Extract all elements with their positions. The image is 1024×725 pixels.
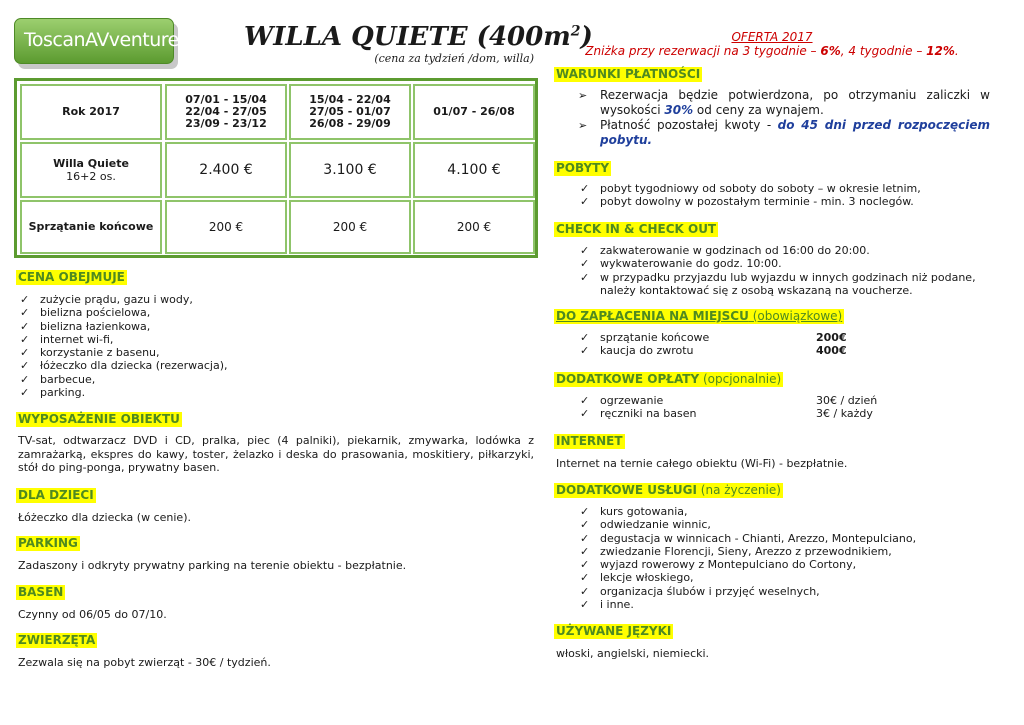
row-label-cleaning: Sprzątanie końcowe bbox=[20, 200, 162, 254]
list-item: ✓ pobyt dowolny w pozostałym terminie - min. 3 noclegów. bbox=[578, 195, 990, 208]
list-item: ✓ ogrzewanie 30€ / dzień bbox=[578, 394, 990, 407]
list-item: ✓ pobyt tygodniowy od soboty do soboty – w okresie letnim, bbox=[578, 182, 990, 195]
cena-list bbox=[18, 293, 518, 399]
uslugi-list bbox=[578, 505, 990, 611]
list-item: ✓ degustacja w winnicach - Chianti, Arezzo, Montepulciano, bbox=[578, 532, 990, 545]
price-cell: 2.400 € bbox=[165, 142, 287, 198]
price-cell: 200 € bbox=[165, 200, 287, 254]
logo bbox=[14, 18, 184, 72]
price-cell: 3.100 € bbox=[289, 142, 411, 198]
list-item: ✓ łóżeczko dla dziecka (rezerwacja), bbox=[18, 359, 518, 372]
section-title-check: CHECK IN & CHECK OUT bbox=[556, 222, 717, 236]
list-item: ✓ kaucja do zwrotu 400€ bbox=[578, 344, 990, 357]
check-list bbox=[578, 244, 990, 297]
parking-text: Zadaszony i odkryty prywatny parking na terenie obiektu - bezpłatnie. bbox=[18, 559, 407, 572]
list-item: ➢ Rezerwacja będzie potwierdzona, po otrzymaniu zaliczki w wysokości 30% od ceny za wynajem. bbox=[578, 88, 990, 118]
list-item: ✓ zakwaterowanie w godzinach od 16:00 do 20:00. bbox=[578, 244, 990, 257]
section-title-basen: BASEN bbox=[18, 585, 64, 599]
list-item: ✓ zwiedzanie Florencji, Sieny, Arezzo z przewodnikiem, bbox=[578, 545, 990, 558]
section-title-zaplacenia: DO ZAPŁACENIA NA MIEJSCU (obowiązkowe) bbox=[556, 309, 843, 323]
section-title-zwierzeta: ZWIERZĘTA bbox=[18, 633, 96, 647]
section-title-uslugi: DODATKOWE USŁUGI (na życzenie) bbox=[556, 483, 781, 497]
list-item: ✓ w przypadku przyjazdu lub wyjazdu w innych godzinach niż podane, należy kontaktować się z osobą wskazaną na voucherze. bbox=[578, 271, 990, 298]
period-cell: 15/04 - 22/04 27/05 - 01/07 26/08 - 29/09 bbox=[289, 84, 411, 140]
list-item: ✓ wyjazd rowerowy z Montepulciano do Cortony, bbox=[578, 558, 990, 571]
section-title-parking: PARKING bbox=[18, 536, 78, 550]
basen-text: Czynny od 06/05 do 07/10. bbox=[18, 608, 167, 621]
price-cell: 200 € bbox=[289, 200, 411, 254]
list-item: ✓ korzystanie z basenu, bbox=[18, 346, 518, 359]
list-item: ✓ zużycie prądu, gazu i wody, bbox=[18, 293, 518, 306]
dzieci-text: Łóżeczko dla dziecka (w cenie). bbox=[18, 511, 191, 524]
list-item: ✓ wykwaterowanie do godz. 10:00. bbox=[578, 257, 990, 270]
list-item: ✓ i inne. bbox=[578, 598, 990, 611]
warunki-list bbox=[578, 88, 990, 148]
list-item: ✓ barbecue, bbox=[18, 373, 518, 386]
list-item: ✓ odwiedzanie winnic, bbox=[578, 518, 990, 531]
list-item: ✓ ręczniki na basen 3€ / każdy bbox=[578, 407, 990, 420]
logo-text: ToscanAVventure bbox=[24, 29, 179, 51]
list-item: ✓ organizacja ślubów i przyjęć weselnych, bbox=[578, 585, 990, 598]
page-title: WILLA QUIETE $(400m^2)$ bbox=[244, 22, 593, 52]
section-title-internet: INTERNET bbox=[556, 434, 623, 448]
price-table bbox=[14, 78, 538, 258]
zaplacenia-list bbox=[578, 331, 990, 358]
section-title-oplaty: DODATKOWE OPŁATY (opcjonalnie) bbox=[556, 372, 782, 386]
section-title-pobyty: POBYTY bbox=[556, 161, 610, 175]
list-item: ✓ internet wi-fi, bbox=[18, 333, 518, 346]
oplaty-list bbox=[578, 394, 990, 421]
jezyki-text: włoski, angielski, niemiecki. bbox=[556, 647, 710, 660]
list-item: ➢ Płatność pozostałej kwoty - do 45 dni przed rozpoczęciem pobytu. bbox=[578, 118, 990, 148]
year-cell: Rok 2017 bbox=[20, 84, 162, 140]
period-cell: 01/07 - 26/08 bbox=[413, 84, 535, 140]
wyposazenie-text: TV-sat, odtwarzacz DVD i CD, pralka, piec (4 palniki), piekarnik, zmywarka, lodówka z zamrażarką, ekspres do kawy, toster, żelazko i deska do prasowania, moskitiery, piłkarzyki, stół do ping-ponga, prywatny basen. bbox=[18, 434, 534, 474]
list-item: ✓ parking. bbox=[18, 386, 518, 399]
section-title-cena: CENA OBEJMUJE bbox=[18, 270, 125, 284]
section-title-dzieci: DLA DZIECI bbox=[18, 488, 94, 502]
list-item: ✓ bielizna łazienkowa, bbox=[18, 320, 518, 333]
list-item: ✓ bielizna pościelowa, bbox=[18, 306, 518, 319]
price-cell: 200 € bbox=[413, 200, 535, 254]
row-label-villa: Willa Quiete 16+2 os. bbox=[20, 142, 162, 198]
section-title-jezyki: UŻYWANE JĘZYKI bbox=[556, 624, 672, 638]
list-item: ✓ lekcje włoskiego, bbox=[578, 571, 990, 584]
period-cell: 07/01 - 15/04 22/04 - 27/05 23/09 - 23/12 bbox=[165, 84, 287, 140]
pobyty-list bbox=[578, 182, 990, 209]
offer-text: Zniżka przy rezerwacji na 3 tygodnie – 6%, 4 tygodnie – 12%. bbox=[585, 44, 959, 58]
section-title-warunki: WARUNKI PŁATNOŚCI bbox=[556, 67, 701, 81]
price-cell: 4.100 € bbox=[413, 142, 535, 198]
page-subtitle: (cena za tydzień /dom, willa) bbox=[374, 52, 534, 65]
zwierzeta-text: Zezwala się na pobyt zwierząt - 30€ / tydzień. bbox=[18, 656, 271, 669]
list-item: ✓ kurs gotowania, bbox=[578, 505, 990, 518]
section-title-wyposazenie: WYPOSAŻENIE OBIEKTU bbox=[18, 412, 180, 426]
offer-title: OFERTA 2017 bbox=[731, 30, 813, 44]
internet-text: Internet na ternie całego obiektu (Wi-Fi) - bezpłatnie. bbox=[556, 457, 848, 470]
list-item: ✓ sprzątanie końcowe 200€ bbox=[578, 331, 990, 344]
